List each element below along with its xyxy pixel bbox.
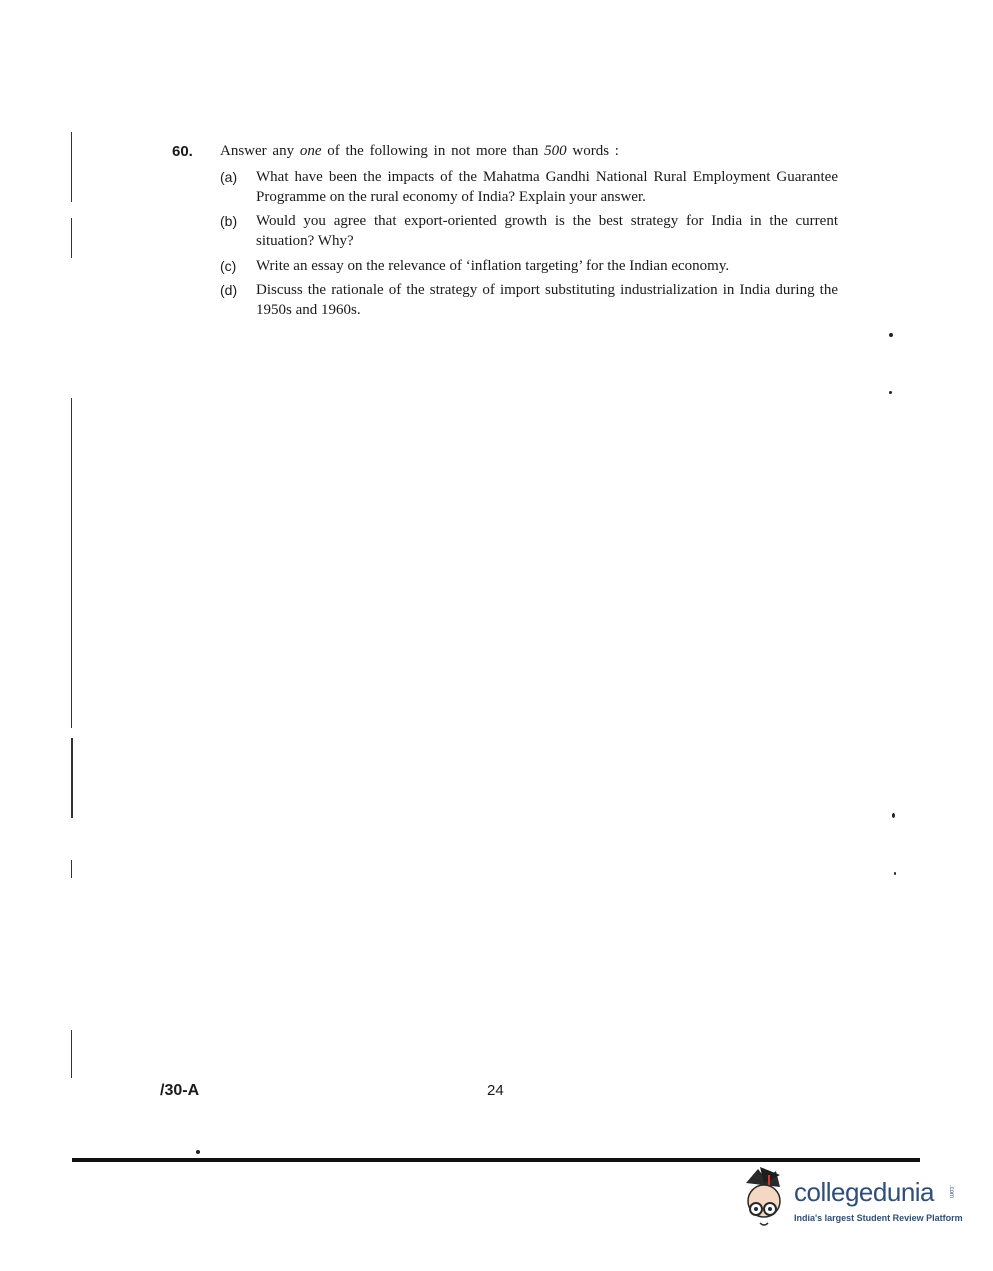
bottom-rule — [72, 1158, 920, 1162]
part-label: (b) — [220, 213, 238, 229]
scan-margin-line — [71, 738, 73, 818]
word-limit: 500 — [544, 143, 567, 159]
paper-code: /30-A — [160, 1082, 200, 1099]
scan-margin-line — [71, 218, 72, 258]
brand-dotcom: .com — [948, 1185, 954, 1199]
collegedunia-logo — [736, 1165, 966, 1235]
part-label: (d) — [220, 282, 238, 298]
part-text: Discuss the rationale of the strategy of import substituting industrialization in India during the 1950s and 1960s. — [256, 282, 838, 318]
part-text: Would you agree that export-oriented growth is the best strategy for India in the current situation? Why? — [256, 213, 838, 249]
scan-margin-line — [71, 398, 72, 728]
page-number: 24 — [487, 1082, 504, 1099]
scan-speck — [889, 333, 893, 337]
brand-name: collegedunia — [794, 1177, 935, 1207]
emphasis-one: one — [299, 143, 322, 159]
scan-margin-line — [71, 132, 72, 202]
question-instruction: Answer any one of the following in not more than 500 words : — [220, 143, 619, 159]
part-text: What have been the impacts of the Mahatma Gandhi National Rural Employment Guarantee Programme on the rural economy of India? Explain your answer. — [256, 169, 838, 205]
scan-speck — [894, 872, 896, 875]
scan-speck — [892, 813, 895, 818]
brand-tagline: India's largest Student Review Platform — [794, 1213, 963, 1223]
part-text: Write an essay on the relevance of ‘inflation targeting’ for the Indian economy. — [256, 258, 730, 274]
question-number: 60. — [172, 143, 193, 160]
part-label: (a) — [220, 169, 238, 185]
scan-margin-line — [71, 1030, 72, 1078]
scan-speck — [889, 391, 892, 394]
student-mascot-icon — [736, 1165, 792, 1231]
part-label: (c) — [220, 258, 237, 274]
scan-margin-line — [71, 860, 72, 878]
scan-speck — [196, 1150, 200, 1154]
